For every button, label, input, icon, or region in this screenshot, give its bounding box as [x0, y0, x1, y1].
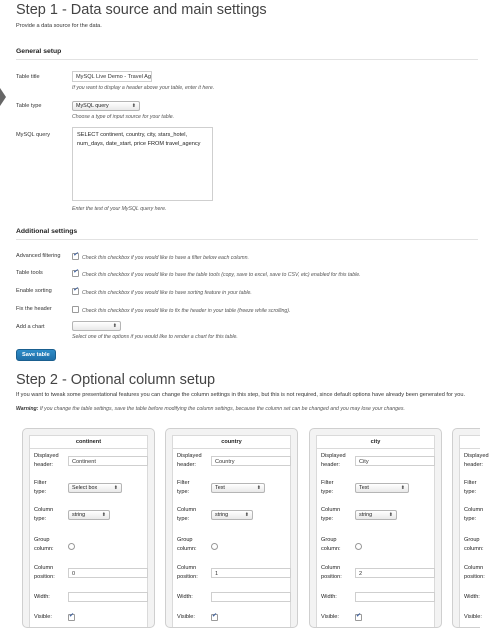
enable-sorting-checkbox[interactable] [72, 288, 79, 295]
table-tools-text: Check this checkbox if you would like to have the table tools (copy, save to excel, save to CSV, etc) enabled for this table. [82, 272, 361, 278]
query-line: num_days, date_start, price FROM travel_agency [77, 141, 201, 147]
column-card-continent [22, 428, 155, 628]
chart-hint: Select one of the options if you would like to render a chart for this table. [72, 334, 238, 340]
visible-checkbox[interactable] [211, 614, 218, 621]
select-arrows-icon: ⬍ [388, 512, 393, 518]
column-type-label: Column type: [177, 507, 197, 522]
displayed-header-input[interactable]: Country [211, 456, 291, 466]
chart-select[interactable] [72, 321, 121, 331]
displayed-header-label: Displayed header: [464, 453, 489, 468]
advanced-filtering-checkbox[interactable] [72, 253, 79, 260]
filter-type-select[interactable] [68, 483, 122, 493]
enable-sorting-text: Check this checkbox if you would like to have sorting feature in your table. [82, 290, 252, 296]
column-card-country [165, 428, 298, 628]
filter-type-label: Filter type: [177, 480, 190, 495]
column-position-input[interactable]: 1 [211, 568, 291, 578]
advanced-filtering-text: Check this checkbox if you would like to have a filter below each column. [82, 255, 249, 261]
visible-label: Visible: [177, 614, 195, 620]
select-arrows-icon: ⬍ [400, 485, 405, 491]
table-tools-label: Table tools [16, 270, 43, 276]
column-card-title [459, 435, 480, 449]
advanced-filtering-option [72, 253, 249, 261]
divider [16, 59, 478, 60]
column-card-body [316, 449, 435, 627]
displayed-header-input[interactable]: City [355, 456, 435, 466]
column-type-select[interactable] [211, 510, 253, 520]
step1-description: Provide a data source for the data. [16, 23, 102, 29]
select-arrows-icon: ⬍ [101, 512, 106, 518]
select-arrows-icon: ⬍ [244, 512, 249, 518]
displayed-header-input[interactable]: Continent [68, 456, 148, 466]
enable-sorting-option [72, 288, 252, 296]
mysql-query-hint: Enter the text of your MySQL query here. [72, 206, 167, 212]
width-label: Width: [464, 594, 480, 600]
warning-text: If you change the table settings, save the table before modifying the column settings, because the column set can be changed and you may lose your changes. [39, 406, 405, 412]
filter-type-label: Filter type: [34, 480, 47, 495]
column-type-value: string [72, 512, 86, 518]
displayed-header-label: Displayed header: [321, 453, 346, 468]
column-card-body [459, 449, 489, 627]
column-type-select[interactable] [68, 510, 110, 520]
select-arrows-icon: ⬍ [131, 103, 136, 109]
column-position-label: Column position: [464, 565, 485, 580]
width-input[interactable] [355, 592, 435, 602]
advanced-filtering-label: Advanced filtering [16, 253, 61, 259]
displayed-header-label: Displayed header: [34, 453, 59, 468]
column-card-body [29, 449, 148, 627]
column-type-label: Column type: [34, 507, 54, 522]
mysql-query-textarea[interactable] [72, 127, 213, 201]
general-setup-heading: General setup [16, 48, 62, 55]
fix-header-option [72, 306, 290, 314]
column-position-label: Column position: [321, 565, 342, 580]
divider [16, 239, 478, 240]
fix-header-label: Fix the header [16, 306, 52, 312]
select-arrows-icon: ⬍ [256, 485, 261, 491]
width-label: Width: [177, 594, 193, 600]
query-line: SELECT continent, country, city, stars_hotel, [77, 132, 188, 138]
visible-label: Visible: [464, 614, 482, 620]
select-arrows-icon: ⬍ [112, 323, 117, 329]
column-type-label: Column type: [321, 507, 341, 522]
width-input[interactable] [68, 592, 148, 602]
column-position-input[interactable]: 0 [68, 568, 148, 578]
filter-type-label: Filter type: [321, 480, 334, 495]
filter-type-select[interactable] [211, 483, 265, 493]
column-card-city [309, 428, 442, 628]
table-type-label: Table type [16, 103, 42, 109]
collapse-arrow-icon[interactable] [0, 88, 6, 106]
column-position-label: Column position: [177, 565, 198, 580]
additional-settings-heading: Additional settings [16, 228, 78, 235]
visible-checkbox[interactable] [68, 614, 75, 621]
fix-header-checkbox[interactable] [72, 306, 79, 313]
warning-message [16, 406, 405, 412]
group-column-radio[interactable] [68, 543, 75, 550]
filter-type-value: Text [359, 485, 369, 491]
step2-title: Step 2 - Optional column setup [16, 372, 216, 388]
column-type-value: string [359, 512, 373, 518]
table-title-hint: If you want to display a header above your table, enter it here. [72, 85, 215, 91]
column-card-next [452, 428, 489, 628]
table-type-value: MySQL query [76, 103, 109, 109]
visible-label: Visible: [34, 614, 52, 620]
group-column-label: Group column: [464, 537, 484, 552]
step2-description: If you want to tweak some presentational features you can change the column settings in this step, but this is not required, since default options have already been generated for you. [16, 392, 466, 398]
mysql-query-label: MySQL query [16, 132, 50, 138]
group-column-label: Group column: [34, 537, 54, 552]
column-card-title: continent [29, 435, 148, 449]
filter-type-label: Filter type: [464, 480, 477, 495]
group-column-label: Group column: [321, 537, 341, 552]
width-label: Width: [321, 594, 337, 600]
group-column-radio[interactable] [355, 543, 362, 550]
column-type-select[interactable] [355, 510, 397, 520]
column-type-value: string [215, 512, 229, 518]
column-position-input[interactable]: 2 [355, 568, 435, 578]
warning-label: Warning: [16, 406, 39, 412]
visible-checkbox[interactable] [355, 614, 362, 621]
visible-label: Visible: [321, 614, 339, 620]
table-type-select[interactable] [72, 101, 140, 111]
filter-type-select[interactable] [355, 483, 409, 493]
select-arrows-icon: ⬍ [113, 485, 118, 491]
width-input[interactable] [211, 592, 291, 602]
group-column-radio[interactable] [211, 543, 218, 550]
displayed-header-label: Displayed header: [177, 453, 202, 468]
save-table-button[interactable]: Save table [16, 349, 56, 361]
column-type-label: Column type: [464, 507, 484, 522]
table-tools-option [72, 270, 361, 278]
table-title-label: Table title [16, 74, 40, 80]
column-card-title: city [316, 435, 435, 449]
add-chart-label: Add a chart [16, 324, 45, 330]
filter-type-value: Select box [72, 485, 98, 491]
group-column-label: Group column: [177, 537, 197, 552]
width-label: Width: [34, 594, 50, 600]
step1-title: Step 1 - Data source and main settings [16, 2, 267, 18]
filter-type-value: Text [215, 485, 225, 491]
column-card-title: country [172, 435, 291, 449]
fix-header-text: Check this checkbox if you would like to fix the header in your table (freeze while scrolling). [82, 308, 291, 314]
table-type-hint: Choose a type of input source for your table. [72, 114, 175, 120]
enable-sorting-label: Enable sorting [16, 288, 52, 294]
column-card-body [172, 449, 291, 627]
column-position-label: Column position: [34, 565, 55, 580]
table-title-input[interactable]: MySQL Live Demo - Travel Ag [72, 71, 152, 82]
table-tools-checkbox[interactable] [72, 270, 79, 277]
